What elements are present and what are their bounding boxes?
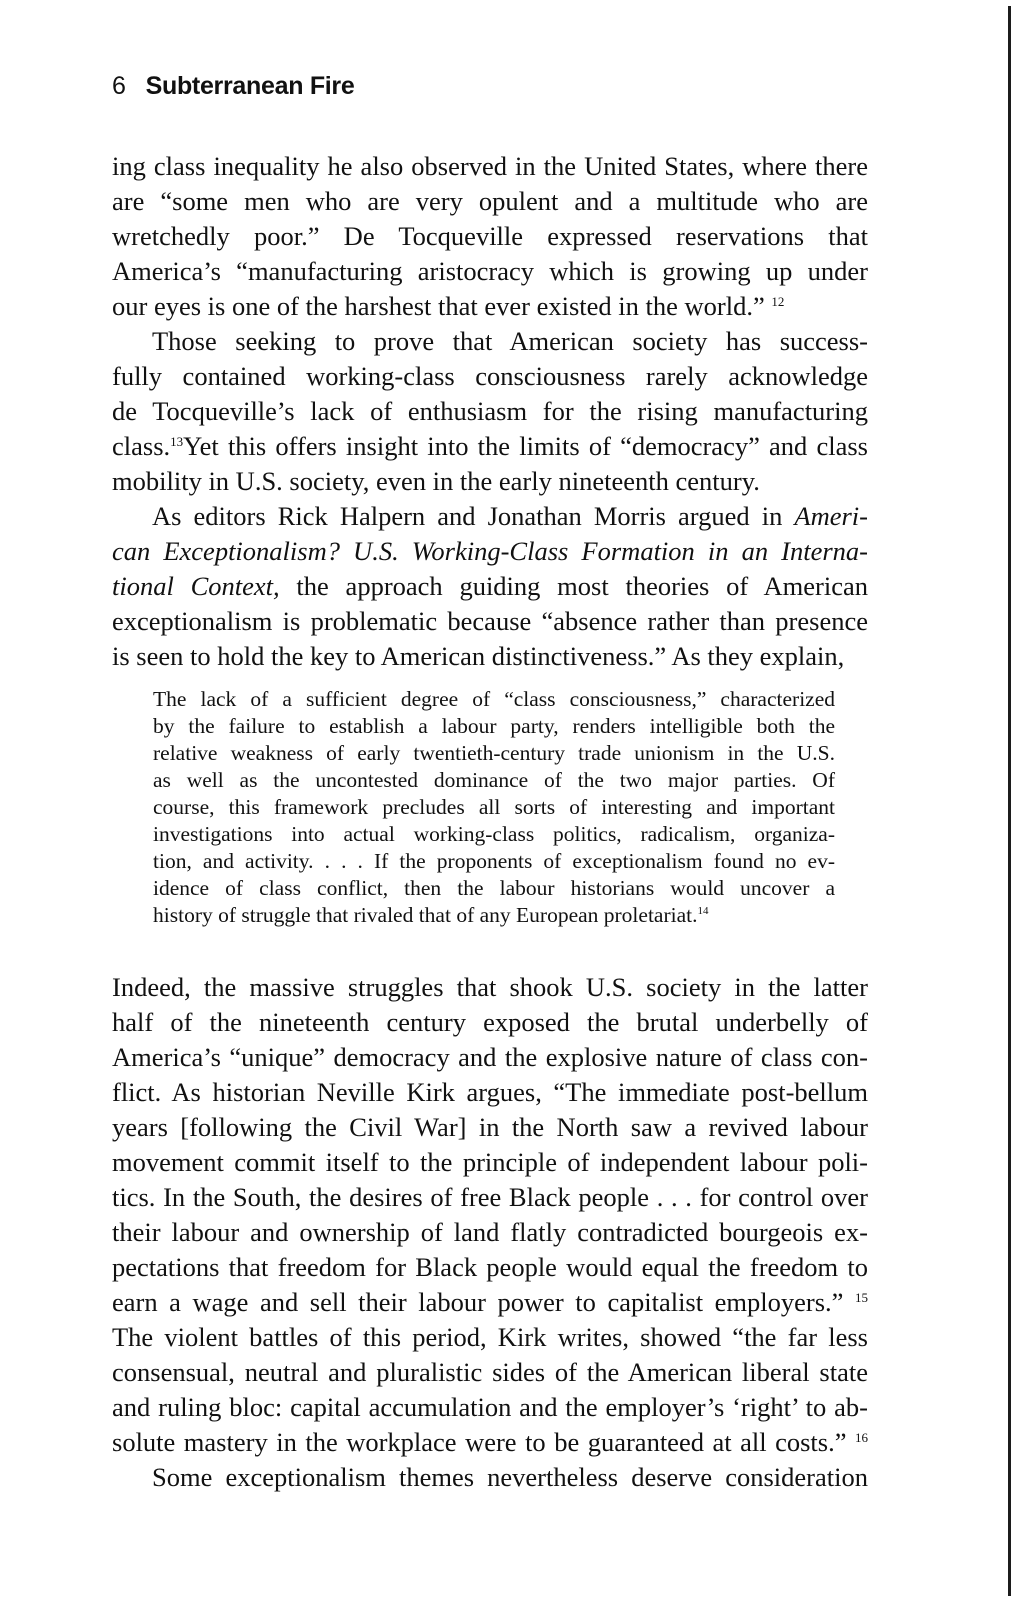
body-line [152,499,868,533]
quote-line: as well as the uncontested dominance of the two major parties. Of [153,768,835,792]
body-line: flict. As historian Neville Kirk argues, “The immediate post-bellum [112,1077,868,1107]
body-line-text: As editors Rick Halpern and Jonathan Morris argued in [152,501,795,531]
body-line: Those seeking to prove that American society has success- [152,326,868,356]
footnote-ref: 13 [170,434,184,449]
body-line: ing class inequality he also observed in the United States, where there [112,151,868,181]
body-line: tics. In the South, the desires of free Black people . . . for control over [112,1182,868,1212]
body-line-text: earn a wage and sell their labour power to capitalist employers.” [112,1287,844,1317]
body-line-text: solute mastery in the workplace were to be guaranteed at all costs.” [112,1427,847,1457]
body-line [112,1425,868,1459]
footnote-ref: 14 [697,905,709,917]
page-number: 6 [112,72,126,100]
quote-line: relative weakness of early twentieth-century trade unionism in the U.S. [153,741,835,765]
quote-line: tion, and activity. . . . If the proponents of exceptionalism found no ev- [153,849,835,873]
body-line: exceptionalism is problematic because “absence rather than presence [112,606,868,636]
body-line [112,1285,868,1319]
quote-line [153,902,835,929]
body-line [112,289,868,323]
footnote-ref: 15 [855,1290,868,1305]
quote-line-text: history of struggle that rivaled that of any European proletariat. [153,903,698,927]
body-line: Indeed, the massive struggles that shook U.S. society in the latter [112,972,868,1002]
page-edge-rule [1008,6,1011,1596]
body-line: and ruling bloc: capital accumulation and the employer’s ‘right’ to ab- [112,1392,868,1422]
body-line-text: the approach guiding most theories of American [279,571,868,601]
quote-line: The lack of a sufficient degree of “class consciousness,” characterized [153,687,835,711]
body-line: pectations that freedom for Black people would equal the freedom to [112,1252,868,1282]
body-line: half of the nineteenth century exposed the brutal underbelly of [112,1007,868,1037]
quote-line: by the failure to establish a labour party, renders intelligible both the [153,714,835,738]
running-head [112,72,354,101]
body-line: Some exceptionalism themes nevertheless deserve consideration [152,1462,868,1492]
body-line: years [following the Civil War] in the North saw a revived labour [112,1112,868,1142]
book-title-italic: Ameri- [794,501,868,531]
quote-line: course, this framework precludes all sorts of interesting and important [153,795,835,819]
body-line-text: class. [112,431,171,461]
footnote-ref: 12 [771,294,785,309]
book-title-italic: can Exceptionalism? U.S. Working-Class Formation in an Interna- [112,536,868,566]
body-line [112,569,868,603]
quote-line: investigations into actual working-class politics, radicalism, organiza- [153,822,835,846]
running-title: Subterranean Fire [145,72,355,100]
body-line: mobility in U.S. society, even in the early nineteenth century. [112,466,760,496]
footnote-ref: 16 [855,1430,868,1445]
body-line: fully contained working-class consciousness rarely acknowledge [112,361,868,391]
body-line: movement commit itself to the principle of independent labour poli- [112,1147,868,1177]
body-line: de Tocqueville’s lack of enthusiasm for the rising manufacturing [112,396,868,426]
body-line: America’s “manufacturing aristocracy which is growing up under [112,256,868,286]
body-line: consensual, neutral and pluralistic sides of the American liberal state [112,1357,868,1387]
quote-line: idence of class conflict, then the labour historians would uncover a [153,876,835,900]
body-line: The violent battles of this period, Kirk writes, showed “the far less [112,1322,868,1352]
body-line [112,429,868,463]
body-line: their labour and ownership of land flatly contradicted bourgeois ex- [112,1217,868,1247]
book-title-italic: tional Context, [112,571,280,601]
body-line: are “some men who are very opulent and a multitude who are [112,186,868,216]
body-line: is seen to hold the key to American distinctiveness.” As they explain, [112,641,845,671]
body-line-text: our eyes is one of the harshest that ever existed in the world.” [112,291,765,321]
body-line: America’s “unique” democracy and the explosive nature of class con- [112,1042,868,1072]
body-line-text: Yet this offers insight into the limits of “democracy” and class [183,431,868,461]
body-line [112,534,868,568]
body-line: wretchedly poor.” De Tocqueville expressed reservations that [112,221,868,251]
